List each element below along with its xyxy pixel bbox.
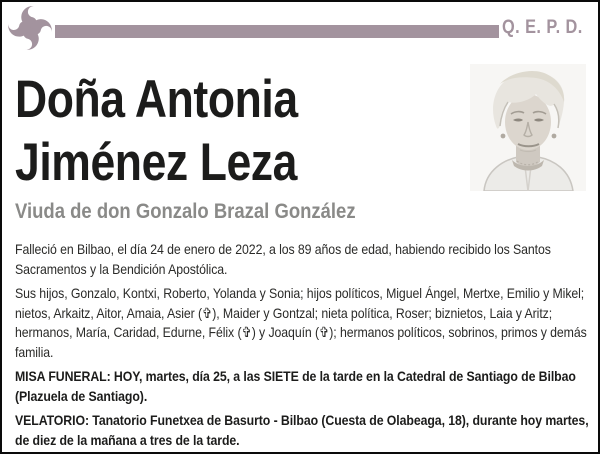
qepd-label: Q. E. P. D. xyxy=(502,17,583,38)
deceased-name-line-2: Jiménez Leza xyxy=(15,133,298,192)
relation-line: Viuda de don Gonzalo Brazal González xyxy=(15,200,356,223)
header-rule xyxy=(55,25,499,38)
lauburu-basque-cross-icon xyxy=(7,4,53,62)
family-paragraph: Sus hijos, Gonzalo, Kontxi, Roberto, Yolanda y Sonia; hijos políticos, Miguel Ángel, Mertxe, Emilio y Mikel; nietos, Arkaitz, Aitor, Amaia, Asier (✞), Maider y Gontzal; nieta política, Roser; biznietos, Laia y Aritz; hermanos, María, Caridad, Edurne, Félix (✞) y Joaquín (✞); hermanos políticos, sobrinos, primos y demás familia. xyxy=(15,285,587,360)
death-notice-paragraph: Falleció en Bilbao, el día 24 de enero de 2022, a los 89 años de edad, habiendo recibido los Santos Sacramentos y la Bendición Apostólica. xyxy=(15,241,551,277)
deceased-name-line-1: Doña Antonia xyxy=(15,70,298,129)
obituary-body xyxy=(15,240,589,454)
wake-paragraph: VELATORIO: Tanatorio Funetxea de Basurto - Bilbao (Cuesta de Olabeaga, 18), durante hoy martes, de diez de la mañana a tres de la tarde. xyxy=(15,412,589,448)
funeral-mass-paragraph: MISA FUNERAL: HOY, martes, día 25, a las SIETE de la tarde en la Catedral de Santiago de Bilbao (Plazuela de Santiago). xyxy=(15,368,576,404)
deceased-name xyxy=(15,68,469,194)
deceased-portrait-photo xyxy=(470,64,586,191)
